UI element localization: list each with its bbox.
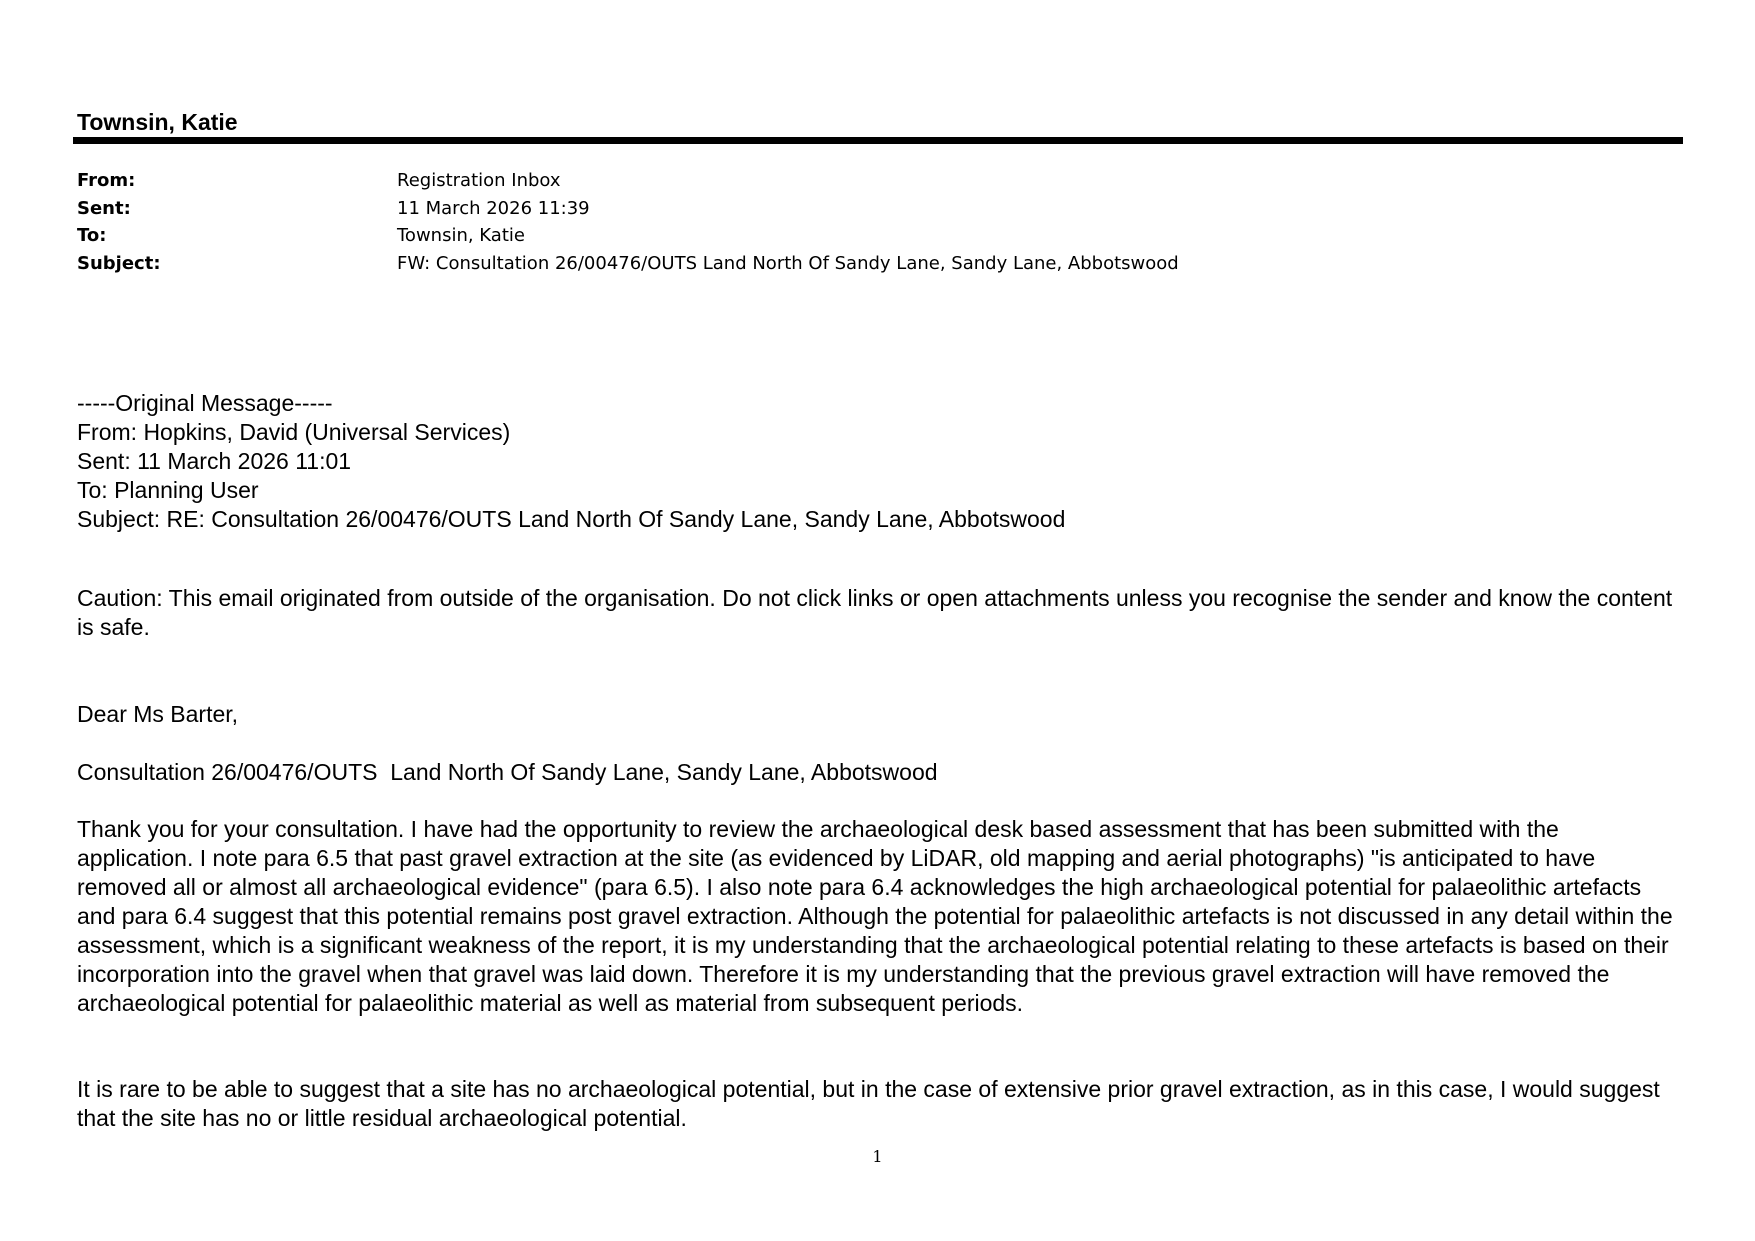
header-row-subject [77, 250, 1677, 278]
header-row-sent [77, 195, 1677, 223]
from-label: From: [77, 170, 136, 191]
original-message-divider: -----Original Message----- [77, 390, 333, 416]
from-value: Registration Inbox [397, 170, 561, 191]
header-row-to [77, 222, 1677, 250]
subject-value: FW: Consultation 26/00476/OUTS Land North Of Sandy Lane, Sandy Lane, Abbotswood [397, 252, 1179, 274]
mailbox-owner-name: Townsin, Katie [77, 109, 238, 135]
email-header [77, 167, 1677, 277]
body-paragraph-1: Thank you for your consultation. I have had the opportunity to review the archaeological desk based assessment that has been submitted with the application. I note para 6.5 that past gravel extraction at the site (as evidenced by LiDAR, old mapping and aerial photographs) "is anticipated to have removed all or almost all archaeological evidence" (para 6.5). I also note para 6.4 acknowledges the high archaeological potential for palaeolithic artefacts and para 6.4 suggest that this potential remains post gravel extraction. Although the potential for palaeolithic artefacts is not discussed in any detail within the assessment, which is a significant weakness of the report, it is my understanding that the archaeological potential relating to these artefacts is based on their incorporation into the gravel when that gravel was laid down. Therefore it is my understanding that the previous gravel extraction will have removed the archaeological potential for palaeolithic material as well as material from subsequent periods. [77, 816, 1673, 1016]
to-label: To: [77, 225, 107, 246]
consultation-reference: Consultation 26/00476/OUTS Land North Of Sandy Lane, Sandy Lane, Abbotswood [77, 759, 938, 785]
sent-value: 11 March 2026 11:39 [397, 197, 590, 219]
page-number: 1 [872, 1147, 883, 1166]
salutation: Dear Ms Barter, [77, 701, 239, 727]
original-message-header [77, 389, 1677, 534]
header-row-from [77, 167, 1677, 195]
sent-label: Sent: [77, 197, 131, 219]
original-sent-line: Sent: 11 March 2026 11:01 [77, 448, 352, 474]
original-to-line: To: Planning User [77, 477, 259, 503]
to-value: Townsin, Katie [397, 225, 525, 246]
caution-notice: Caution: This email originated from outside of the organisation. Do not click links or open attachments unless you recognise the sender and know the content is safe. [77, 585, 1673, 640]
body-paragraph-2: It is rare to be able to suggest that a site has no archaeological potential, but in the case of extensive prior gravel extraction, as in this case, I would suggest that the site has no or little residual archaeological potential. [77, 1076, 1660, 1131]
subject-label: Subject: [77, 252, 161, 274]
original-subject-line: Subject: RE: Consultation 26/00476/OUTS Land North Of Sandy Lane, Sandy Lane, Abbotswood [77, 506, 1066, 532]
original-from-line: From: Hopkins, David (Universal Services) [77, 419, 511, 445]
header-divider [73, 137, 1683, 144]
